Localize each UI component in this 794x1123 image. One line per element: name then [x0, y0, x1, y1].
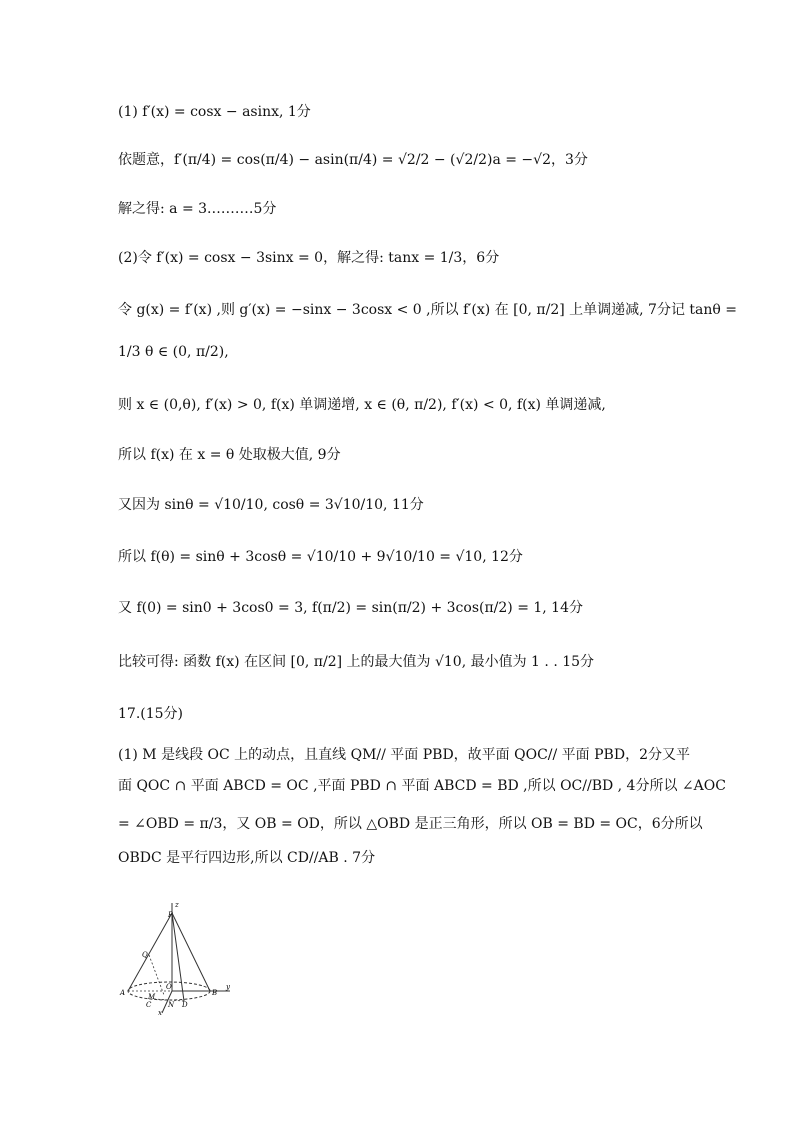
- text-line-1: (1) f′(x) = cosx − asinx, 1分: [118, 104, 311, 120]
- text-line-11: 又 f(0) = sin0 + 3cos0 = 3, f(π/2) = sin(π/2) + 3cos(π/2) = 1, 14分: [118, 600, 584, 616]
- label-m: M: [148, 993, 156, 1001]
- text-line-14: (1) M 是线段 OC 上的动点，且直线 QM// 平面 PBD，故平面 QOC// 平面 PBD，2分又平: [118, 747, 690, 763]
- label-c: C: [146, 1001, 152, 1009]
- text-line-6: 1/3 θ ∈ (0, π/2),: [118, 344, 229, 360]
- segment-qm: [149, 955, 164, 995]
- label-x: x: [158, 1009, 162, 1015]
- text-line-7: 则 x ∈ (0,θ), f′(x) > 0, f(x) 单调递增, x ∈ (θ, π/2), f′(x) < 0, f(x) 单调递减,: [118, 397, 606, 413]
- label-a: A: [120, 989, 126, 997]
- text-line-3: 解之得: a = 3.………5分: [118, 201, 277, 217]
- text-line-2: 依题意，f′(π/4) = cos(π/4) − asin(π/4) = √2/2 − (√2/2)a = −√2，3分: [118, 152, 588, 168]
- text-line-17: OBDC 是平行四边形,所以 CD//AB . 7分: [118, 850, 376, 866]
- cone-diagram: [118, 895, 248, 1015]
- text-line-5: 令 g(x) = f′(x) ,则 g′(x) = −sinx − 3cosx < 0 ,所以 f′(x) 在 [0, π/2] 上单调递减, 7分记 tanθ =: [118, 302, 738, 318]
- label-z: z: [175, 901, 179, 909]
- text-line-16: = ∠OBD = π/3，又 OB = OD，所以 △OBD 是正三角形，所以 OB = BD = OC，6分所以: [118, 816, 703, 832]
- label-d: D: [182, 1001, 188, 1009]
- label-b: B: [212, 989, 218, 997]
- label-p: P: [168, 911, 173, 919]
- text-line-15: 面 QOC ∩ 平面 ABCD = OC ,平面 PBD ∩ 平面 ABCD = BD ,所以 OC//BD , 4分所以 ∠AOC: [118, 778, 726, 794]
- text-line-10: 所以 f(θ) = sinθ + 3cosθ = √10/10 + 9√10/10 = √10, 12分: [118, 549, 523, 565]
- text-line-4: (2)令 f′(x) = cosx − 3sinx = 0，解之得: tanx = 1/3，6分: [118, 250, 500, 266]
- cone-side-left: [128, 913, 172, 991]
- text-line-12: 比较可得: 函数 f(x) 在区间 [0, π/2] 上的最大值为 √10, 最小值为 1 . . 15分: [118, 654, 595, 670]
- label-y: y: [226, 983, 230, 991]
- text-line-13: 17.(15分): [118, 706, 184, 722]
- cone-figure: [118, 895, 248, 1015]
- text-line-9: 又因为 sinθ = √10/10, cosθ = 3√10/10, 11分: [118, 497, 424, 513]
- label-o: O: [166, 983, 172, 991]
- label-n: N: [168, 1001, 175, 1009]
- text-line-8: 所以 f(x) 在 x = θ 处取极大值, 9分: [118, 447, 341, 463]
- label-q: Q: [142, 951, 148, 959]
